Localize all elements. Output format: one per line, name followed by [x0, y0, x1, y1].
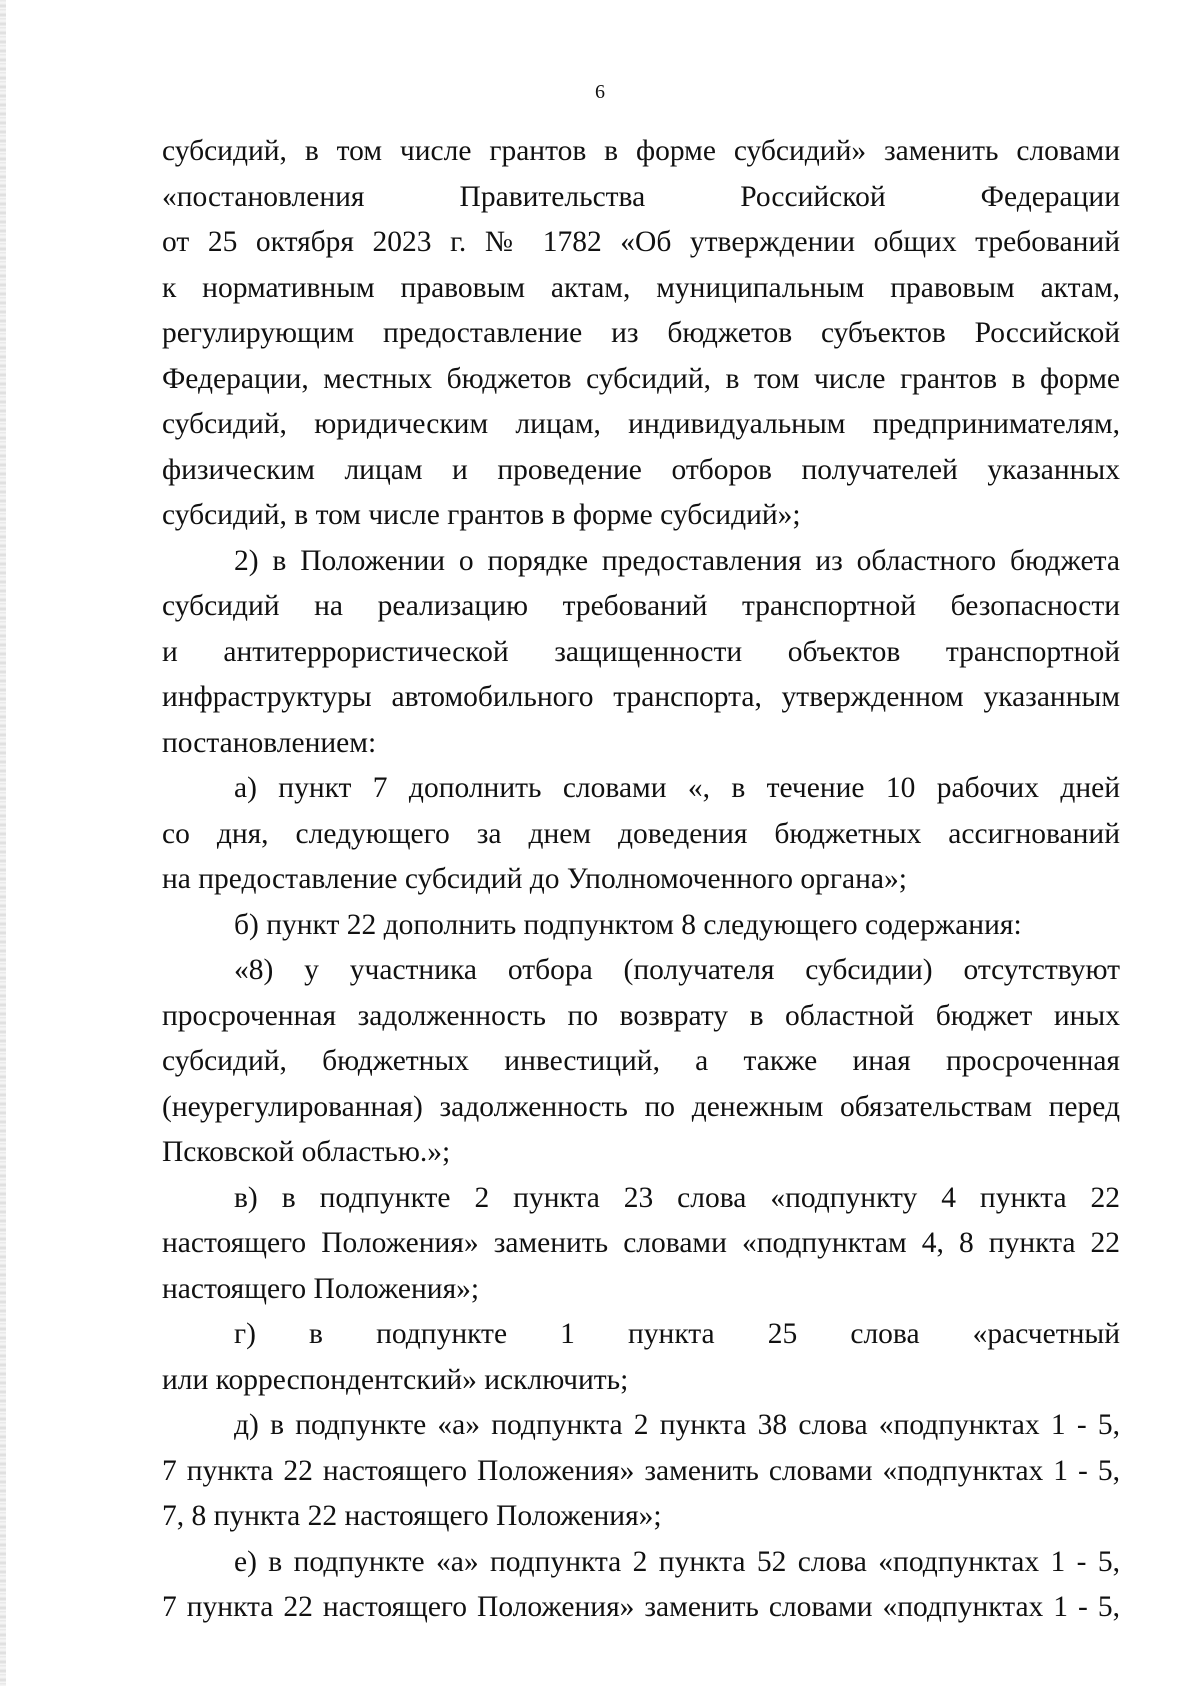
text-line: регулирующим предоставление из бюджетов субъектов Российской — [162, 317, 1120, 349]
text-line: д) в подпункте «а» подпункта 2 пункта 38 слова «подпунктах 1 - 5, — [234, 1409, 1120, 1441]
text-line: субсидий, юридическим лицам, индивидуальным предпринимателям, — [162, 408, 1120, 440]
text-line: б) пункт 22 дополнить подпунктом 8 следующего содержания: — [234, 908, 1022, 941]
text-line: субсидий, в том числе грантов в форме субсидий» заменить словами — [162, 135, 1120, 167]
text-line: 2) в Положении о порядке предоставления из областного бюджета — [234, 544, 1120, 577]
text-line: «8) у участника отбора (получателя субсидии) отсутствуют — [234, 954, 1120, 986]
text-line: 7, 8 пункта 22 настоящего Положения»; — [162, 1500, 662, 1532]
text-line: (неурегулированная) задолженность по денежным обязательствам перед — [162, 1090, 1120, 1123]
text-line: 7 пункта 22 настоящего Положения» заменить словами «подпунктах 1 - 5, — [162, 1591, 1120, 1623]
text-line: 7 пункта 22 настоящего Положения» заменить словами «подпунктах 1 - 5, — [162, 1454, 1120, 1487]
text-line: от 25 октября 2023 г. № 1782 «Об утверждении общих требований — [162, 226, 1120, 258]
text-line: на предоставление субсидий до Уполномоченного органа»; — [162, 863, 907, 895]
text-line: инфраструктуры автомобильного транспорта, утвержденном указанным — [162, 681, 1120, 713]
text-line: субсидий на реализацию требований транспортной безопасности — [162, 590, 1120, 622]
text-line: к нормативным правовым актам, муниципальным правовым актам, — [162, 271, 1120, 304]
text-line: и антитеррористической защищенности объектов транспортной — [162, 635, 1120, 668]
text-line: Псковской областью.»; — [162, 1136, 451, 1168]
text-line: субсидий, бюджетных инвестиций, а также иная просроченная — [162, 1045, 1120, 1077]
text-line: субсидий, в том числе грантов в форме субсидий»; — [162, 499, 801, 531]
document-body — [162, 129, 1120, 1631]
text-line: со дня, следующего за днем доведения бюджетных ассигнований — [162, 817, 1120, 850]
text-line: г) в подпункте 1 пункта 25 слова «расчетный — [234, 1318, 1120, 1350]
text-line: физическим лицам и проведение отборов получателей указанных — [162, 453, 1120, 486]
text-line: просроченная задолженность по возврату в областной бюджет иных — [162, 999, 1120, 1032]
text-line: «постановления Правительства Российской Федерации — [162, 180, 1120, 213]
text-line: Федерации, местных бюджетов субсидий, в том числе грантов в форме — [162, 362, 1120, 395]
text-line: е) в подпункте «а» подпункта 2 пункта 52 слова «подпунктах 1 - 5, — [234, 1545, 1120, 1578]
text-line: в) в подпункте 2 пункта 23 слова «подпункту 4 пункта 22 — [234, 1181, 1120, 1214]
text-line: настоящего Положения» заменить словами «подпунктам 4, 8 пункта 22 — [162, 1227, 1120, 1259]
text-line: а) пункт 7 дополнить словами «, в течение 10 рабочих дней — [234, 772, 1120, 804]
page-number: 6 — [595, 81, 605, 103]
text-line: или корреспондентский» исключить; — [162, 1363, 629, 1396]
scan-edge — [0, 0, 6, 1686]
text-line: постановлением: — [162, 726, 377, 759]
text-line: настоящего Положения»; — [162, 1272, 480, 1305]
